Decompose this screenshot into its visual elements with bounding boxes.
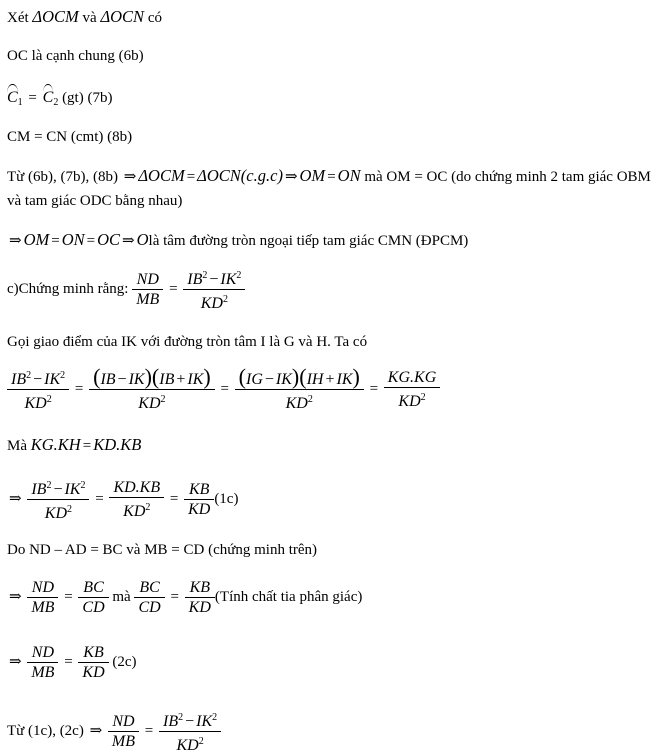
line-consider-triangles xyxy=(7,7,162,28)
line-power-of-point xyxy=(7,435,141,456)
math: OM xyxy=(299,166,326,185)
math: ON xyxy=(337,166,361,185)
implies-arrow: ⇒ xyxy=(284,169,298,185)
text: Từ (6b), (7b), (8b) xyxy=(7,169,122,185)
text: mà xyxy=(108,588,135,605)
line-equal-angles xyxy=(7,84,112,113)
equals: = xyxy=(169,490,179,507)
text: (Tính chất tia phân giác) xyxy=(214,588,363,605)
fraction-1: $\frac{IB^2 - IK^2}{KD^2}$ xyxy=(9,366,67,413)
line-final xyxy=(7,708,221,755)
line-prove-statement xyxy=(7,266,245,313)
math: ON xyxy=(61,230,85,249)
fraction-2: $\frac{(IB - IK)(IB + IK)}{KD^2}$ xyxy=(91,367,213,413)
equals: = xyxy=(64,653,73,670)
math: ΔOCN xyxy=(197,166,241,185)
math: ΔOCM xyxy=(138,166,185,185)
equals: = xyxy=(95,490,104,507)
implies-arrow: ⇒ xyxy=(9,588,22,605)
fraction-nd-mb: $\frac{ND}{MB}$ xyxy=(110,712,137,751)
fraction-3: $\frac{KB}{KD}$ xyxy=(186,480,212,519)
line-angle-bisector xyxy=(7,578,362,617)
subscript: 2 xyxy=(53,97,59,108)
fraction-kb-kd: $\frac{KB}{KD}$ xyxy=(187,578,213,617)
text: và xyxy=(78,10,101,26)
line-because: Do ND – AD = BC và MB = CD (chứng minh trên) xyxy=(7,542,318,558)
implies-arrow: ⇒ xyxy=(123,169,137,185)
math: KD.KB xyxy=(93,435,142,454)
text: Mà xyxy=(7,438,31,454)
implies-arrow: ⇒ xyxy=(89,722,103,739)
fraction-nd-mb: $\frac{ND}{MB}$ xyxy=(29,578,56,617)
math: KG.KH xyxy=(30,435,81,454)
text: mà OM = OC (do chứng minh 2 tam giác OBM và tam giác ODC bằng nhau) xyxy=(7,169,651,209)
line-expansion xyxy=(7,363,440,413)
math-triangle-ocm: ΔOCM xyxy=(32,7,79,26)
equals: = xyxy=(51,233,60,249)
implies-arrow: ⇒ xyxy=(9,490,22,507)
text: có xyxy=(144,10,162,26)
fraction-4: $\frac{KG.KG}{KD^2}$ xyxy=(386,368,438,411)
text: là tâm đường tròn ngoại tiếp tam giác CMN (ĐPCM) xyxy=(148,233,469,249)
angle-c1: C xyxy=(7,84,18,108)
equals: = xyxy=(369,380,379,397)
math-triangle-ocn: ΔOCN xyxy=(100,7,145,26)
math: O xyxy=(136,230,149,249)
line-result-1c xyxy=(7,476,238,523)
line-intersection: Gọi giao điểm của IK với đường tròn tâm I là G và H. Ta có xyxy=(7,334,368,350)
line-common-side: OC là cạnh chung (6b) xyxy=(7,48,144,64)
text: c)Chứng minh rằng: xyxy=(7,280,133,297)
equals: = xyxy=(169,280,178,297)
line-result-2c xyxy=(7,643,137,682)
line-conclusion-congruent xyxy=(7,164,657,213)
equals: = xyxy=(28,90,37,106)
equals: = xyxy=(220,380,229,397)
equals: = xyxy=(327,169,336,185)
tag-1c: (1c) xyxy=(214,490,239,507)
equals: = xyxy=(186,169,196,185)
line-circumcenter xyxy=(7,230,468,251)
fraction-3: $\frac{(IG - IK)(IH + IK)}{KD^2}$ xyxy=(237,367,362,413)
equals: = xyxy=(74,380,84,397)
equals: = xyxy=(82,438,92,454)
implies-arrow: ⇒ xyxy=(9,653,22,670)
fraction-1: $\frac{IB^2 - IK^2}{KD^2}$ xyxy=(29,476,87,523)
angle-c2: C xyxy=(43,84,54,108)
equals: = xyxy=(64,588,73,605)
math: OC xyxy=(97,230,121,249)
text: (gt) (7b) xyxy=(58,90,113,106)
equals: = xyxy=(86,233,96,249)
subscript: 1 xyxy=(17,97,23,108)
fraction-kb-kd: $\frac{KB}{KD}$ xyxy=(80,643,106,682)
implies-arrow: ⇒ xyxy=(9,233,22,249)
fraction-nd-mb: $\frac{ND}{MB}$ xyxy=(134,270,161,309)
fraction-ib2-ik2: $\frac{IB^2 - IK^2}{KD^2}$ xyxy=(185,266,243,313)
equals: = xyxy=(170,588,179,605)
fraction-2: $\frac{KD.KB}{KD^2}$ xyxy=(111,478,162,521)
fraction-bc-cd: $\frac{BC}{CD}$ xyxy=(136,578,162,617)
text: Xét xyxy=(7,10,33,26)
math: OM xyxy=(23,230,50,249)
tag-2c: (2c) xyxy=(108,653,137,670)
text: Từ (1c), (2c) xyxy=(7,722,88,739)
fraction-nd-mb: $\frac{ND}{MB}$ xyxy=(29,643,56,682)
fraction-bc-cd: $\frac{BC}{CD}$ xyxy=(80,578,106,617)
equals: = xyxy=(144,722,154,739)
fraction-ib2-ik2: $\frac{IB^2 - IK^2}{KD^2}$ xyxy=(161,708,219,755)
line-cm-cn: CM = CN (cmt) (8b) xyxy=(7,129,133,145)
implies-arrow: ⇒ xyxy=(122,233,135,249)
math: (c.g.c) xyxy=(240,166,283,185)
